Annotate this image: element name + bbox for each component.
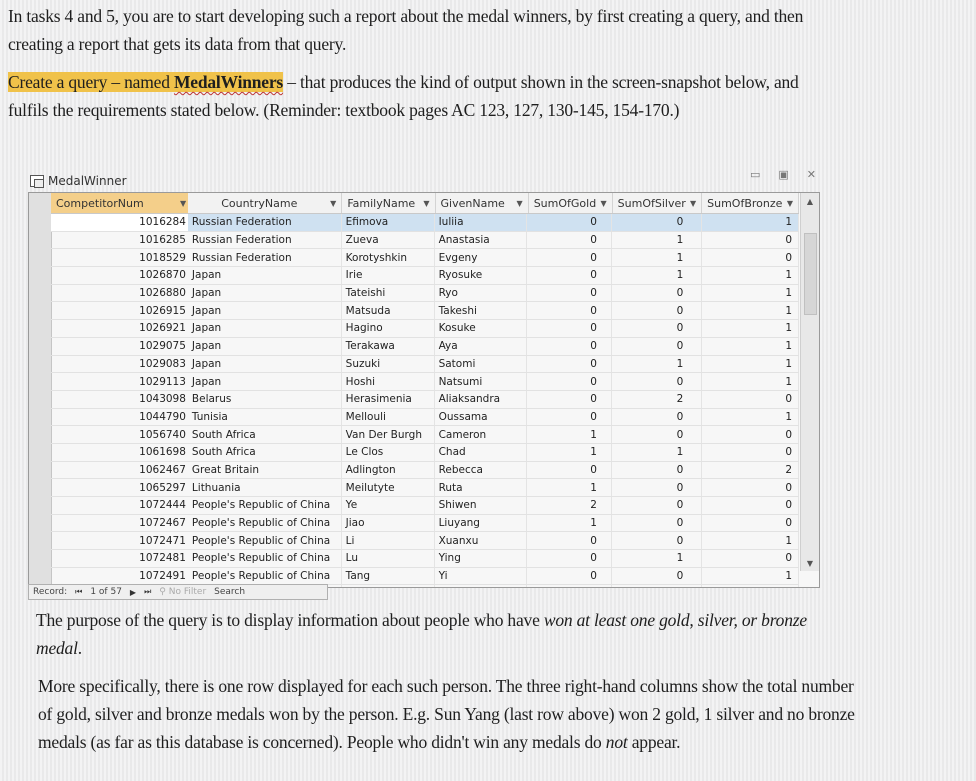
table-row[interactable] [51, 320, 799, 338]
table-row[interactable] [51, 515, 799, 533]
cell-country[interactable]: Japan [188, 320, 342, 337]
paragraph-2-rest: – that produces the kind of output shown in the screen-snapshot below, and fulfils the requirements stated below. (Reminder: textbook pages AC 123, 127, 130-145, 154-170.) [8, 72, 799, 120]
table-row[interactable] [51, 550, 799, 568]
cell-bronze[interactable]: 1 [702, 356, 799, 373]
cell-given[interactable]: Ruta [435, 479, 528, 496]
cell-bronze[interactable]: 0 [702, 249, 799, 266]
highlighted-text [8, 72, 283, 92]
cell-silver[interactable]: 0 [612, 515, 702, 532]
cell-gold[interactable]: 1 [527, 515, 611, 532]
instruction-paragraph-3 [36, 606, 856, 662]
table-row[interactable] [51, 479, 799, 497]
cell-silver[interactable]: 1 [612, 444, 702, 461]
cell-given[interactable]: Kosuke [435, 320, 528, 337]
instruction-paragraph-2 [8, 68, 838, 124]
header-label: SumOfBronze [707, 196, 783, 210]
cell-given[interactable]: Aya [435, 338, 528, 355]
header-label: GivenName [440, 196, 505, 210]
cell-bronze[interactable]: 1 [702, 285, 799, 302]
cell-country[interactable]: Russian Federation [188, 249, 342, 266]
cell-family[interactable]: Jiao [342, 515, 435, 532]
table-row[interactable] [51, 391, 799, 409]
cell-bronze[interactable]: 0 [702, 497, 799, 514]
paragraph-3-text: The purpose of the query is to display information about people who have [36, 610, 544, 630]
cell-family[interactable]: Van Der Burgh [342, 426, 435, 443]
cell-silver[interactable]: 0 [612, 462, 702, 479]
dropdown-arrow-icon[interactable]: ▼ [423, 198, 430, 208]
column-headers [51, 193, 799, 214]
cell-num[interactable]: 1016285 [139, 234, 186, 247]
cell-silver[interactable]: 0 [612, 568, 702, 585]
table-row[interactable] [51, 373, 799, 391]
cell-gold[interactable]: 0 [527, 391, 611, 408]
header-label: SumOfGold [533, 196, 597, 210]
table-row[interactable] [51, 426, 799, 444]
cell-silver[interactable]: 1 [612, 356, 702, 373]
cell-country[interactable]: Japan [188, 267, 342, 284]
cell-gold[interactable]: 0 [527, 338, 611, 355]
cell-silver[interactable]: 0 [612, 302, 702, 319]
cell-family[interactable]: Terakawa [342, 338, 435, 355]
table-row[interactable] [51, 409, 799, 427]
cell-given[interactable]: Shiwen [435, 497, 528, 514]
cell-num[interactable]: 1026870 [139, 269, 186, 282]
cell-silver[interactable]: 0 [612, 214, 702, 231]
next-record-icon[interactable]: ▶ [129, 587, 137, 597]
cell-given[interactable]: Cameron [435, 426, 528, 443]
cell-silver[interactable]: 0 [612, 426, 702, 443]
table-row[interactable] [51, 338, 799, 356]
cell-family[interactable]: Hoshi [342, 373, 435, 390]
cell-given[interactable]: Rebecca [435, 462, 528, 479]
query-name: MedalWinners [173, 72, 284, 92]
cell-bronze[interactable]: 0 [702, 426, 799, 443]
dropdown-arrow-icon[interactable]: ▼ [600, 198, 607, 208]
close-icon[interactable]: ✕ [806, 168, 816, 181]
header-label: FamilyName [347, 196, 416, 210]
cell-given[interactable]: Chad [435, 444, 528, 461]
cell-num[interactable]: 1065297 [139, 481, 186, 494]
cell-family[interactable]: Le Clos [342, 444, 435, 461]
cell-silver[interactable]: 1 [612, 249, 702, 266]
scroll-up-arrow-icon[interactable]: ▲ [806, 196, 814, 206]
cell-bronze[interactable]: 0 [702, 444, 799, 461]
cell-gold[interactable]: 0 [527, 285, 611, 302]
cell-family[interactable]: Tang [342, 568, 435, 585]
search-box[interactable]: Search [214, 587, 246, 597]
cell-bronze[interactable]: 1 [702, 409, 799, 426]
datasheet-rows [51, 214, 799, 588]
cell-family[interactable]: Matsuda [342, 302, 435, 319]
cell-family[interactable]: Hagino [342, 320, 435, 337]
table-row[interactable] [51, 214, 799, 232]
cell-num[interactable]: 1072481 [139, 552, 186, 565]
table-row[interactable] [51, 444, 799, 462]
highlight-prefix: Create a query – named [8, 72, 174, 92]
cell-family[interactable]: Meilutyte [342, 479, 435, 496]
cell-country[interactable]: People's Republic of China [188, 532, 342, 549]
last-record-icon[interactable]: ⏭ [144, 587, 152, 596]
paragraph-3-italic: won at least one gold, silver, or bronze medal [36, 610, 807, 658]
header-label: CompetitorNum [56, 196, 144, 210]
cell-country[interactable]: South Africa [188, 444, 342, 461]
restore-icon[interactable]: ▣ [778, 168, 789, 181]
cell-given[interactable]: Xuanxu [435, 532, 528, 549]
column-header-givenname[interactable] [436, 193, 529, 213]
cell-bronze[interactable]: 1 [702, 302, 799, 319]
cell-given[interactable]: Evgeny [435, 249, 528, 266]
table-row[interactable] [51, 497, 799, 515]
cell-num[interactable]: 1043098 [139, 393, 186, 406]
cell-country[interactable]: People's Republic of China [188, 515, 342, 532]
cell-country[interactable]: Lithuania [188, 479, 342, 496]
cell-country[interactable]: Japan [188, 356, 342, 373]
record-navigation-bar [28, 584, 328, 600]
table-row[interactable] [51, 285, 799, 303]
cell-gold[interactable]: 0 [527, 214, 611, 231]
cell-gold[interactable]: 0 [527, 232, 611, 249]
cell-silver[interactable]: 0 [612, 532, 702, 549]
window-title-bar [28, 168, 818, 190]
cell-num[interactable]: 1026921 [139, 322, 186, 335]
cell-given[interactable]: Natsumi [435, 373, 528, 390]
cell-gold[interactable]: 0 [527, 249, 611, 266]
window-controls [750, 168, 816, 181]
cell-country[interactable]: People's Republic of China [188, 568, 342, 585]
cell-silver[interactable]: 0 [612, 409, 702, 426]
column-header-competitornum[interactable] [51, 193, 188, 213]
cell-bronze[interactable]: 0 [702, 232, 799, 249]
cell-silver[interactable]: 0 [612, 338, 702, 355]
cell-given[interactable] [435, 585, 528, 588]
scroll-thumb[interactable] [804, 233, 817, 315]
cell-family[interactable]: Mellouli [342, 409, 435, 426]
query-icon [30, 175, 44, 187]
cell-family[interactable]: Zueva [342, 232, 435, 249]
header-label: CountryName [221, 196, 298, 210]
cell-bronze[interactable] [702, 585, 799, 588]
cell-num[interactable]: 1029075 [139, 340, 186, 353]
cell-family[interactable]: Ye [342, 497, 435, 514]
cell-bronze[interactable]: 0 [702, 479, 799, 496]
cell-gold[interactable]: 1 [527, 479, 611, 496]
paragraph-3-end: . [77, 638, 82, 658]
cell-given[interactable]: Ying [435, 550, 528, 567]
cell-bronze[interactable]: 1 [702, 373, 799, 390]
cell-country[interactable]: Russian Federation [188, 214, 342, 231]
dropdown-arrow-icon[interactable]: ▼ [786, 198, 794, 208]
cell-silver[interactable]: 1 [612, 232, 702, 249]
cell-gold[interactable]: 0 [527, 373, 611, 390]
column-header-familyname[interactable] [342, 193, 435, 213]
dropdown-arrow-icon[interactable]: ▼ [330, 198, 337, 208]
cell-gold[interactable]: 2 [527, 497, 611, 514]
cell-given[interactable]: Takeshi [435, 302, 528, 319]
paragraph-4-italic: not [605, 732, 628, 752]
cell-num[interactable]: 1072491 [139, 570, 186, 583]
cell-given[interactable]: Oussama [435, 409, 528, 426]
cell-gold[interactable]: 0 [527, 532, 611, 549]
cell-bronze[interactable]: 0 [702, 515, 799, 532]
cell-family[interactable]: Lu [342, 550, 435, 567]
cell-bronze[interactable]: 1 [702, 267, 799, 284]
cell-bronze[interactable]: 1 [702, 338, 799, 355]
cell-given[interactable]: Liuyang [435, 515, 528, 532]
cell-bronze[interactable]: 0 [702, 550, 799, 567]
cell-bronze[interactable]: 1 [702, 214, 799, 231]
cell-num[interactable]: 1026880 [139, 287, 186, 300]
cell-gold[interactable]: 0 [527, 568, 611, 585]
cell-silver[interactable]: 1 [612, 550, 702, 567]
cell-gold[interactable]: 0 [527, 320, 611, 337]
cell-gold[interactable]: 0 [527, 550, 611, 567]
cell-country[interactable]: Japan [188, 338, 342, 355]
cell-family[interactable]: Li [342, 532, 435, 549]
minimize-icon[interactable]: ▭ [749, 168, 761, 181]
cell-country[interactable]: People's Republic of China [188, 550, 342, 567]
cell-given[interactable]: Yi [435, 568, 528, 585]
cell-gold[interactable]: 1 [527, 444, 611, 461]
cell-country[interactable]: Japan [188, 285, 342, 302]
column-header-sumofsilver[interactable] [613, 193, 702, 213]
cell-num[interactable]: 1072444 [139, 499, 186, 512]
datasheet-grid [28, 192, 820, 588]
cell-gold[interactable]: 0 [527, 409, 611, 426]
cell-country[interactable]: Great Britain [188, 462, 342, 479]
cell-country[interactable]: Belarus [188, 391, 342, 408]
header-label: SumOfSilver [617, 196, 686, 210]
cell-given[interactable]: Iuliia [435, 214, 528, 231]
record-selector-column[interactable] [29, 193, 52, 587]
cell-family[interactable]: Suzuki [342, 356, 435, 373]
scroll-down-arrow-icon[interactable]: ▼ [806, 558, 814, 568]
cell-num[interactable]: 1029083 [139, 357, 186, 370]
cell-given[interactable]: Ryosuke [435, 267, 528, 284]
vertical-scrollbar[interactable] [800, 193, 819, 571]
cell-bronze[interactable]: 1 [702, 320, 799, 337]
cell-country[interactable]: Russian Federation [188, 232, 342, 249]
window-title: MedalWinner [48, 174, 127, 188]
table-row[interactable] [51, 267, 799, 285]
cell-silver[interactable]: 1 [612, 267, 702, 284]
table-row[interactable] [51, 532, 799, 550]
cell-num[interactable]: 1056740 [139, 428, 186, 441]
cell-silver[interactable]: 2 [612, 391, 702, 408]
cell-num[interactable]: 1016284 [51, 214, 188, 231]
cell-given[interactable]: Aliaksandra [435, 391, 528, 408]
cell-family[interactable]: Tateishi [342, 285, 435, 302]
table-row[interactable] [51, 356, 799, 374]
column-header-countryname[interactable] [188, 193, 342, 213]
cell-bronze[interactable]: 2 [702, 462, 799, 479]
cell-country[interactable]: Japan [188, 373, 342, 390]
cell-num[interactable]: 1072471 [139, 534, 186, 547]
column-header-sumofgold[interactable] [529, 193, 613, 213]
cell-bronze[interactable]: 1 [702, 568, 799, 585]
cell-gold[interactable] [527, 585, 611, 588]
cell-country[interactable]: People's Republic of China [188, 497, 342, 514]
no-filter-button[interactable] [159, 587, 206, 597]
cell-gold[interactable]: 0 [527, 302, 611, 319]
access-query-window [28, 168, 818, 600]
cell-country[interactable]: South Africa [188, 426, 342, 443]
cell-gold[interactable]: 0 [527, 356, 611, 373]
cell-num[interactable]: 1072467 [139, 517, 186, 530]
datasheet-table [51, 193, 799, 588]
cell-given[interactable]: Anastasia [435, 232, 528, 249]
paragraph-4-end: appear. [627, 732, 681, 752]
record-label: Record: [33, 587, 68, 597]
cell-num[interactable]: 1044790 [139, 410, 186, 423]
cell-silver[interactable]: 0 [612, 373, 702, 390]
cell-num[interactable]: 1062467 [139, 463, 186, 476]
table-row[interactable] [51, 302, 799, 320]
cell-gold[interactable]: 0 [527, 462, 611, 479]
column-header-sumofbronze[interactable] [702, 193, 799, 213]
dropdown-arrow-icon[interactable]: ▼ [689, 198, 697, 208]
table-row[interactable] [51, 249, 799, 267]
cell-family[interactable]: Adlington [342, 462, 435, 479]
cell-given[interactable]: Ryo [435, 285, 528, 302]
filter-icon: ⚲ [159, 587, 166, 597]
cell-silver[interactable]: 0 [612, 479, 702, 496]
cell-family[interactable]: Efimova [342, 214, 435, 231]
dropdown-arrow-icon[interactable]: ▼ [516, 198, 523, 208]
cell-family[interactable]: Herasimenia [342, 391, 435, 408]
table-row[interactable] [51, 568, 799, 586]
table-row[interactable] [51, 232, 799, 250]
cell-num[interactable]: 1029113 [139, 375, 186, 388]
filter-label: No Filter [168, 587, 207, 597]
cell-bronze[interactable]: 0 [702, 391, 799, 408]
cell-silver[interactable]: 0 [612, 320, 702, 337]
cell-gold[interactable]: 1 [527, 426, 611, 443]
cell-num[interactable]: 1018529 [139, 251, 186, 264]
dropdown-arrow-icon[interactable]: ▼ [180, 198, 187, 208]
cell-country[interactable]: Tunisia [188, 409, 342, 426]
paragraph-4-text: More specifically, there is one row displayed for each such person. The three right-hand columns show the total number of gold, silver and bronze medals won by the person. E.g. Sun Yang (last row above) won 2 gold, 1 silver and no bronze medals (as far as this database is concerned). People who didn't win any medals do [38, 676, 855, 752]
cell-silver[interactable]: 0 [612, 285, 702, 302]
instruction-paragraph-4 [38, 672, 858, 756]
cell-silver[interactable]: 0 [612, 497, 702, 514]
cell-num[interactable]: 1026915 [139, 304, 186, 317]
record-position[interactable]: 1 of 57 [90, 587, 122, 597]
first-record-icon[interactable]: ⏮ [75, 587, 83, 596]
cell-family[interactable]: Irie [342, 267, 435, 284]
cell-bronze[interactable]: 1 [702, 532, 799, 549]
cell-num[interactable]: 1061698 [139, 446, 186, 459]
cell-family[interactable]: Korotyshkin [342, 249, 435, 266]
cell-silver[interactable] [612, 585, 702, 588]
cell-family[interactable] [342, 585, 435, 588]
table-row[interactable] [51, 462, 799, 480]
instruction-paragraph-1: In tasks 4 and 5, you are to start developing such a report about the medal winners, by first creating a query, and then creating a report that gets its data from that query. [8, 6, 804, 54]
cell-given[interactable]: Satomi [435, 356, 528, 373]
cell-country[interactable]: Japan [188, 302, 342, 319]
cell-gold[interactable]: 0 [527, 267, 611, 284]
